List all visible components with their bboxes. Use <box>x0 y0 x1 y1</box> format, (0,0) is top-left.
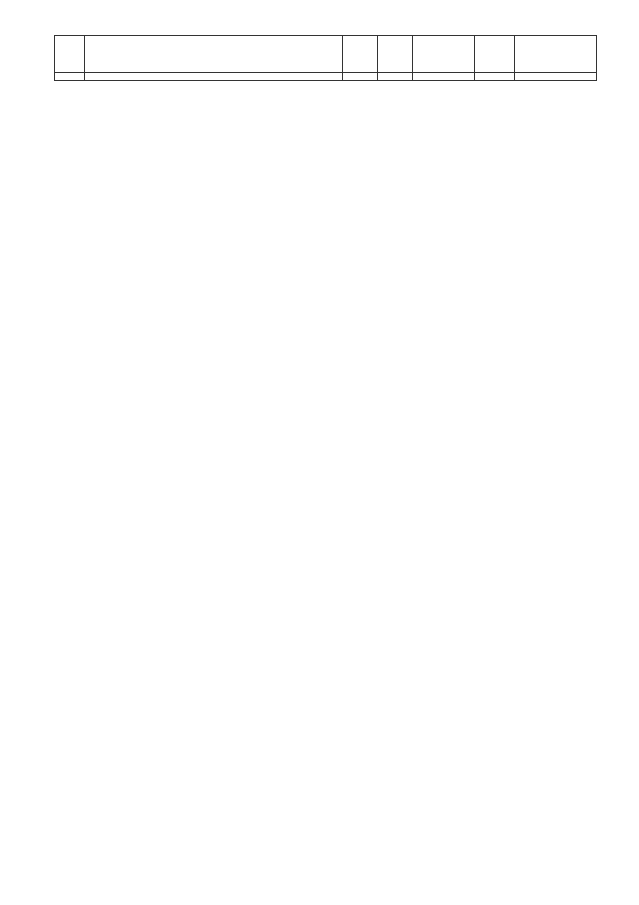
budget-table <box>54 35 597 81</box>
column-number <box>515 73 597 81</box>
column-number-row <box>55 73 597 81</box>
column-number <box>55 73 85 81</box>
column-number <box>85 73 343 81</box>
column-number <box>413 73 475 81</box>
budget-table-container <box>54 35 596 81</box>
header-section <box>343 36 378 73</box>
header-expense-type <box>475 36 515 73</box>
header-row-number <box>55 36 85 73</box>
header-annual-amount <box>515 36 597 73</box>
column-number <box>343 73 378 81</box>
header-subsection <box>378 36 413 73</box>
column-number <box>475 73 515 81</box>
header-description <box>85 36 343 73</box>
header-target-article <box>413 36 475 73</box>
column-number <box>378 73 413 81</box>
table-header-row <box>55 36 597 73</box>
